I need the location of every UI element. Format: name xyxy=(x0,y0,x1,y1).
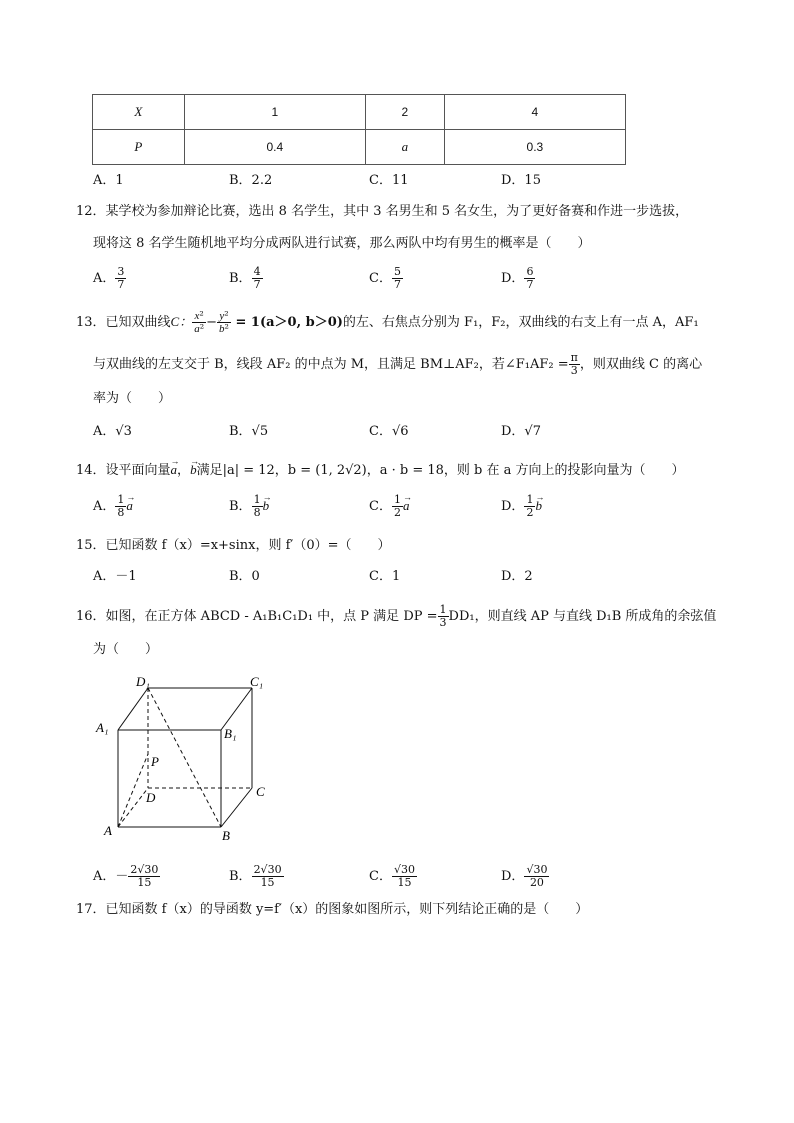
q16-option-d xyxy=(501,864,549,889)
fraction xyxy=(569,352,580,377)
edge-A1D1 xyxy=(118,688,148,730)
label-A: A xyxy=(104,823,112,838)
option-label: B． xyxy=(229,869,252,884)
edge-BC xyxy=(221,788,252,827)
denominator: 8 xyxy=(253,506,261,519)
option-label: C． xyxy=(369,869,392,884)
q15-option-c: C．1 xyxy=(369,569,401,584)
q15-option-a: A．－1 xyxy=(93,569,137,584)
fraction xyxy=(252,864,284,889)
vector: → b xyxy=(263,497,270,515)
q16-line1 xyxy=(76,604,716,629)
q14-prefix: 14．设平面向量 xyxy=(76,463,171,478)
fraction xyxy=(524,266,535,291)
q12-option-a xyxy=(93,266,126,291)
q15-option-b: B．0 xyxy=(229,569,260,584)
edge-AD xyxy=(118,788,148,827)
numerator: 4 xyxy=(253,265,261,278)
denominator: 15 xyxy=(397,876,412,889)
table-cell: 0.3 xyxy=(444,130,625,165)
label-D: D xyxy=(146,790,156,805)
denominator: a² xyxy=(194,322,205,335)
denominator: 20 xyxy=(529,876,544,889)
curve-name: C： xyxy=(170,314,193,329)
table-cell: a xyxy=(365,130,444,165)
vector-b: → b xyxy=(190,460,197,480)
numerator: 5 xyxy=(393,265,401,278)
numerator: 1 xyxy=(526,493,534,506)
q14-line: 14．设平面向量→ a，→ b满足|a| = 12，b = (1, 2√2)，a · b = 18，则 b 在 a 方向上的投影向量为（ ） xyxy=(76,460,685,481)
q14-rest: 满足|a| = 12，b = (1, 2√2)，a · b = 18，则 b 在 a 方向上的投影向量为（ ） xyxy=(196,463,685,478)
option-label: B． xyxy=(229,499,252,514)
q14-option-a xyxy=(93,494,133,519)
numerator: 1 xyxy=(393,493,401,506)
option-label: D． xyxy=(501,271,525,286)
q14-option-b xyxy=(229,494,269,519)
distribution-table xyxy=(92,94,626,165)
segment-AP xyxy=(118,754,148,827)
denominator: 2 xyxy=(393,506,401,519)
fraction xyxy=(115,266,126,291)
q11-option-b: B．2.2 xyxy=(229,173,273,188)
option-label: C． xyxy=(369,271,392,286)
label-B: B xyxy=(222,828,230,843)
denominator: 7 xyxy=(117,278,125,291)
denominator: b² xyxy=(219,322,229,335)
vector-a: → a xyxy=(171,460,178,480)
denominator: 8 xyxy=(117,506,125,519)
option-label: D． xyxy=(501,499,525,514)
q13-line2-b: ，则双曲线 C 的离心 xyxy=(579,357,703,372)
fraction xyxy=(392,266,403,291)
fraction xyxy=(392,864,417,889)
denominator: 7 xyxy=(253,278,261,291)
numerator: y² xyxy=(217,310,231,323)
q13-line1-rest: 的左、右焦点分别为 F₁，F₂，双曲线的右支上有一点 A，AF₁ xyxy=(342,315,699,330)
q13-line2-a: 与双曲线的左支交于 B，线段 AF₂ 的中点为 M，且满足 BM⊥AF₂，若∠F₁AF₂ = xyxy=(93,357,569,372)
numerator: 2√30 xyxy=(130,863,159,876)
q11-option-c: C．11 xyxy=(369,173,409,188)
q12-option-d xyxy=(501,266,535,291)
label-B1: B₁ xyxy=(224,726,237,741)
fraction xyxy=(128,864,160,889)
table-cell: 4 xyxy=(444,95,625,130)
q13-option-c: C．√6 xyxy=(369,424,409,439)
fraction xyxy=(252,494,263,519)
q16-line1-a: 16．如图，在正方体 ABCD - A₁B₁C₁D₁ 中，点 P 满足 DP = xyxy=(76,609,438,624)
denominator: 3 xyxy=(439,616,447,629)
fraction xyxy=(115,494,126,519)
label-P: P xyxy=(151,754,159,769)
q12-option-b xyxy=(229,266,263,291)
denominator: 2 xyxy=(526,506,534,519)
q14-option-c xyxy=(369,494,409,519)
numerator: x² xyxy=(192,310,206,323)
q16-option-c xyxy=(369,864,417,889)
vector: → b xyxy=(535,497,542,515)
table-cell: X xyxy=(93,95,185,130)
table-cell: 1 xyxy=(184,95,365,130)
q14-option-d xyxy=(501,494,542,519)
q12-option-c xyxy=(369,266,403,291)
cube-figure xyxy=(90,668,290,848)
table-cell: 0.4 xyxy=(184,130,365,165)
fraction xyxy=(252,266,263,291)
q17-line: 17．已知函数 f（x）的导函数 y=f′（x）的图象如图所示，则下列结论正确的是（ ） xyxy=(76,902,589,917)
label-C: C xyxy=(256,784,265,799)
option-label: A． xyxy=(93,499,116,514)
fraction xyxy=(524,864,549,889)
fraction xyxy=(217,310,231,335)
q15-line: 15．已知函数 f（x）=x+sinx，则 f′（0）=（ ） xyxy=(76,538,391,553)
option-label: A．－ xyxy=(93,869,129,884)
q12-line2: 现将这 8 名学生随机地平均分成两队进行试赛，那么两队中均有男生的概率是（ ） xyxy=(93,236,591,251)
q16-line1-b: DD₁，则直线 AP 与直线 D₁B 所成角的余弦值 xyxy=(448,609,717,624)
option-label: B． xyxy=(229,271,252,286)
option-label: C． xyxy=(369,499,392,514)
q13-option-a: A．√3 xyxy=(93,424,132,439)
q15-option-d: D．2 xyxy=(501,569,533,584)
denominator: 15 xyxy=(137,876,152,889)
fraction xyxy=(524,494,535,519)
table-cell: 2 xyxy=(365,95,444,130)
q12-line1: 12．某学校为参加辩论比赛，选出 8 名学生，其中 3 名男生和 5 名女生，为了更好备赛和作进一步选拔， xyxy=(76,204,689,219)
label-A1: A₁ xyxy=(96,720,109,735)
edge-B1C1 xyxy=(221,688,252,730)
denominator: 7 xyxy=(393,278,401,291)
q16-line2: 为（ ） xyxy=(93,642,159,657)
denominator: 7 xyxy=(526,278,534,291)
numerator: 3 xyxy=(117,265,125,278)
denominator: 15 xyxy=(260,876,275,889)
q13-option-d: D．√7 xyxy=(501,424,541,439)
numerator: 1 xyxy=(253,493,261,506)
q13-line3: 率为（ ） xyxy=(93,391,172,406)
q13-prefix: 13．已知双曲线 xyxy=(76,315,171,330)
q11-option-d: D．15 xyxy=(501,173,541,188)
q13-line2 xyxy=(93,352,702,377)
table-row xyxy=(93,95,626,130)
fraction xyxy=(192,310,206,335)
fraction xyxy=(392,494,403,519)
numerator: 6 xyxy=(526,265,534,278)
vector: → a xyxy=(126,497,133,515)
equation-tail: = 1(a＞0, b＞0) xyxy=(230,315,343,330)
q16-option-a xyxy=(93,864,160,889)
numerator: 1 xyxy=(117,493,125,506)
q13-line1: 13．已知双曲线C： $\frac{\text{x²}}{\text{a²}}$ − $\frac{\text{y²}}{\text{b²}}$ = 1(a＞0, b＞0)的左、右焦点分别为 F₁，F₂，双曲线的右支上有一点 A，AF₁ xyxy=(76,309,699,335)
option-label: D． xyxy=(501,869,525,884)
vector: → a xyxy=(403,497,410,515)
fraction xyxy=(438,604,449,629)
q16-option-b xyxy=(229,864,284,889)
numerator: 2√30 xyxy=(253,863,282,876)
denominator: 3 xyxy=(570,364,578,377)
table-cell: P xyxy=(93,130,185,165)
label-D1: D₁ xyxy=(136,674,150,689)
table-row xyxy=(93,130,626,165)
numerator: 1 xyxy=(439,603,447,616)
numerator: √30 xyxy=(526,863,548,876)
numerator: π xyxy=(570,351,578,364)
q11-option-a: A．1 xyxy=(93,173,124,188)
numerator: √30 xyxy=(393,863,415,876)
label-C1: C₁ xyxy=(250,674,264,689)
option-label: A． xyxy=(93,271,116,286)
q13-option-b: B．√5 xyxy=(229,424,269,439)
